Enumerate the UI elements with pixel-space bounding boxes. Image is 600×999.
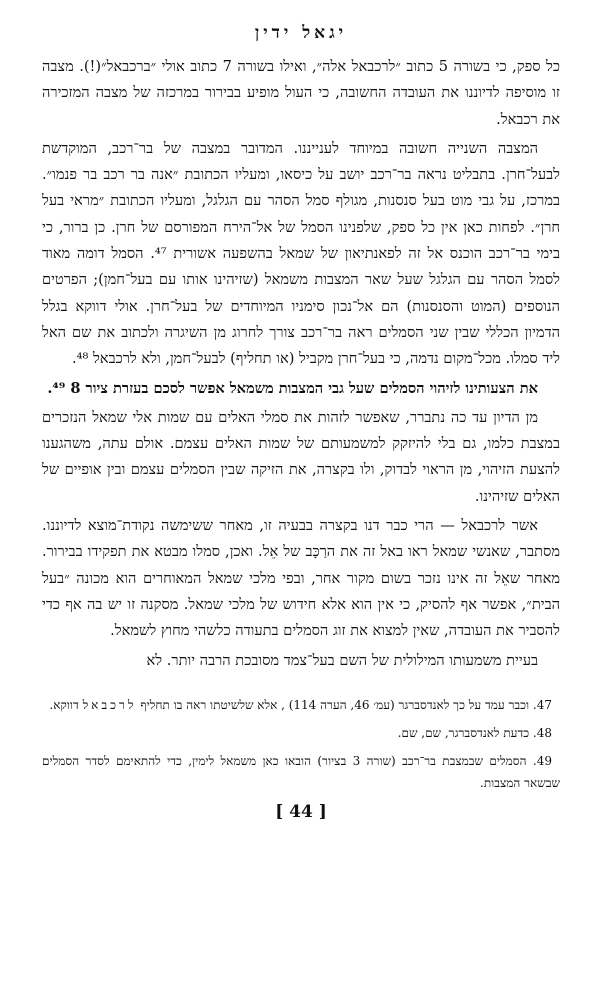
footnote-48: 48. כדעת לאנדסברגר, שם, שם.	[397, 725, 552, 740]
paragraph-2: המצבה השנייה חשובה במיוחד לענייננו. המדובר במצבה של בר־רכב, המוקדשת לבעל־חרן. בתבליט נראה בר־רכב יושב על כיסאו, ומעליו הכתובת ״אנה בר רכב בר פנמו״. במרכז, על גבי מוט בעל סנסנות, מגולף סמל הסהר עם הגלגל, ומעליו הכתובת ״מראי בעל חרן״. לפחות כאן אין כל ספק, שלפנינו הסמל של אל־הירח המפורסם של חרן. כן ברור, כי בימי בר־רכב הוכנס אל זה לפאנתיאון של שמאל בהשפעה אשורית ⁴⁷. הסמל דומה מאוד לסמל הסהר עם הגלגל שעל שאר המצבות משמאל (שזיהינו אותו עם בעל־חמן); הפרטים הנוספים (המוט והסנסנות) הם אל־נכון סימניו המיוחדים של בעל־חרן. אולי דווקא בגלל הדמיון הכללי שבין שני הסמלים ראה בר־רכב צורך לחרוג מן השיגרה ולכתוב את שם האל ליד סמלו. מכל־מקום נדמה, כי בעל־חרן מקביל (או תחליף) לבעל־חמן, ולא לרכבאל ⁴⁸.	[42, 139, 560, 368]
running-head: יגאל ידין	[254, 23, 348, 43]
footnotes	[42, 694, 560, 794]
footnote-47-text: 47. וכבר עמד על כך לאנדסברגר (עמ׳ 46, הערה 114) , אלא שלשיטתו ראה בו תחליף	[136, 697, 552, 712]
footnote-47-spaced: לרכבאל	[82, 697, 137, 712]
paragraph-1: כל ספק, כי בשורה 5 כתוב ״לרכבאל אלה״, ואילו בשורה 7 כתוב אולי ״ברכבאל״(!). מצבה זו מוסיפה לדיוננו את העובדה החשובה, כי העול מופיע בבירור במרכזה של מצבה המזכירה את רכבאל.	[42, 58, 560, 128]
page-number: [ 44 ]	[275, 801, 327, 822]
footnote-47	[42, 694, 560, 716]
footnote-49: 49. הסמלים שבמצבת בר־רכב (שורה 3 בציור) הובאו כאן משמאל לימין, כדי להתאימם לסדר הסמלים שבשאר המצבות.	[42, 753, 560, 790]
paragraph-6: בעיית משמעותו המילולית של השם בעל־צמד מסובכת הרבה יותר. לא	[146, 651, 538, 669]
paragraph-3: את הצעותינו לזיהוי הסמלים שעל גבי המצבות משמאל אפשר לסכם בעזרת ציור 8 ⁴⁹.	[47, 379, 538, 397]
footnote-47-end: דווקא.	[49, 697, 83, 712]
paragraph-4: מן הדיון עד כה נתברר, שאפשר לזהות את סמלי האלים עם שמות אלי שמאל הנזכרים במצבת כלמו, גם בלי להיזקק למשמעותם של שמות האלים עצמם. אולם עתה, משהגענו להצעת הזיהוי, מן הראוי לבדוק, ולו בקצרה, את הזיקה שבין הסמלים עצמם ובין אופיים של האלים שזיהינו.	[42, 408, 560, 505]
body-text	[42, 54, 560, 674]
paragraph-5: אשר לרכבאל — הרי כבר דנו בקצרה בבעיה זו, מאחר ששימשה נקודת־מוצא לדיוננו. מסתבר, שאנשי שמאל ראו באל זה את הרַכָּב של אֵל. ואכן, סמלו מבטא את תפקידו בבירור. מאחר שאֵל זה אינו נזכר בשום מקור אחר, ובפי מלכי שמאל המאוחרים הוא מכונה ״בעל הבית״, אפשר אף להסיק, כי אין הוא אלא חידוש של מלכי שמאל. מסקנה זו יש בה אף כדי להסביר את העובדה, שאין למצוא את זוג הסמלים בתעודה כלשהי מחוץ לשמאל.	[42, 517, 560, 640]
page	[42, 22, 560, 822]
